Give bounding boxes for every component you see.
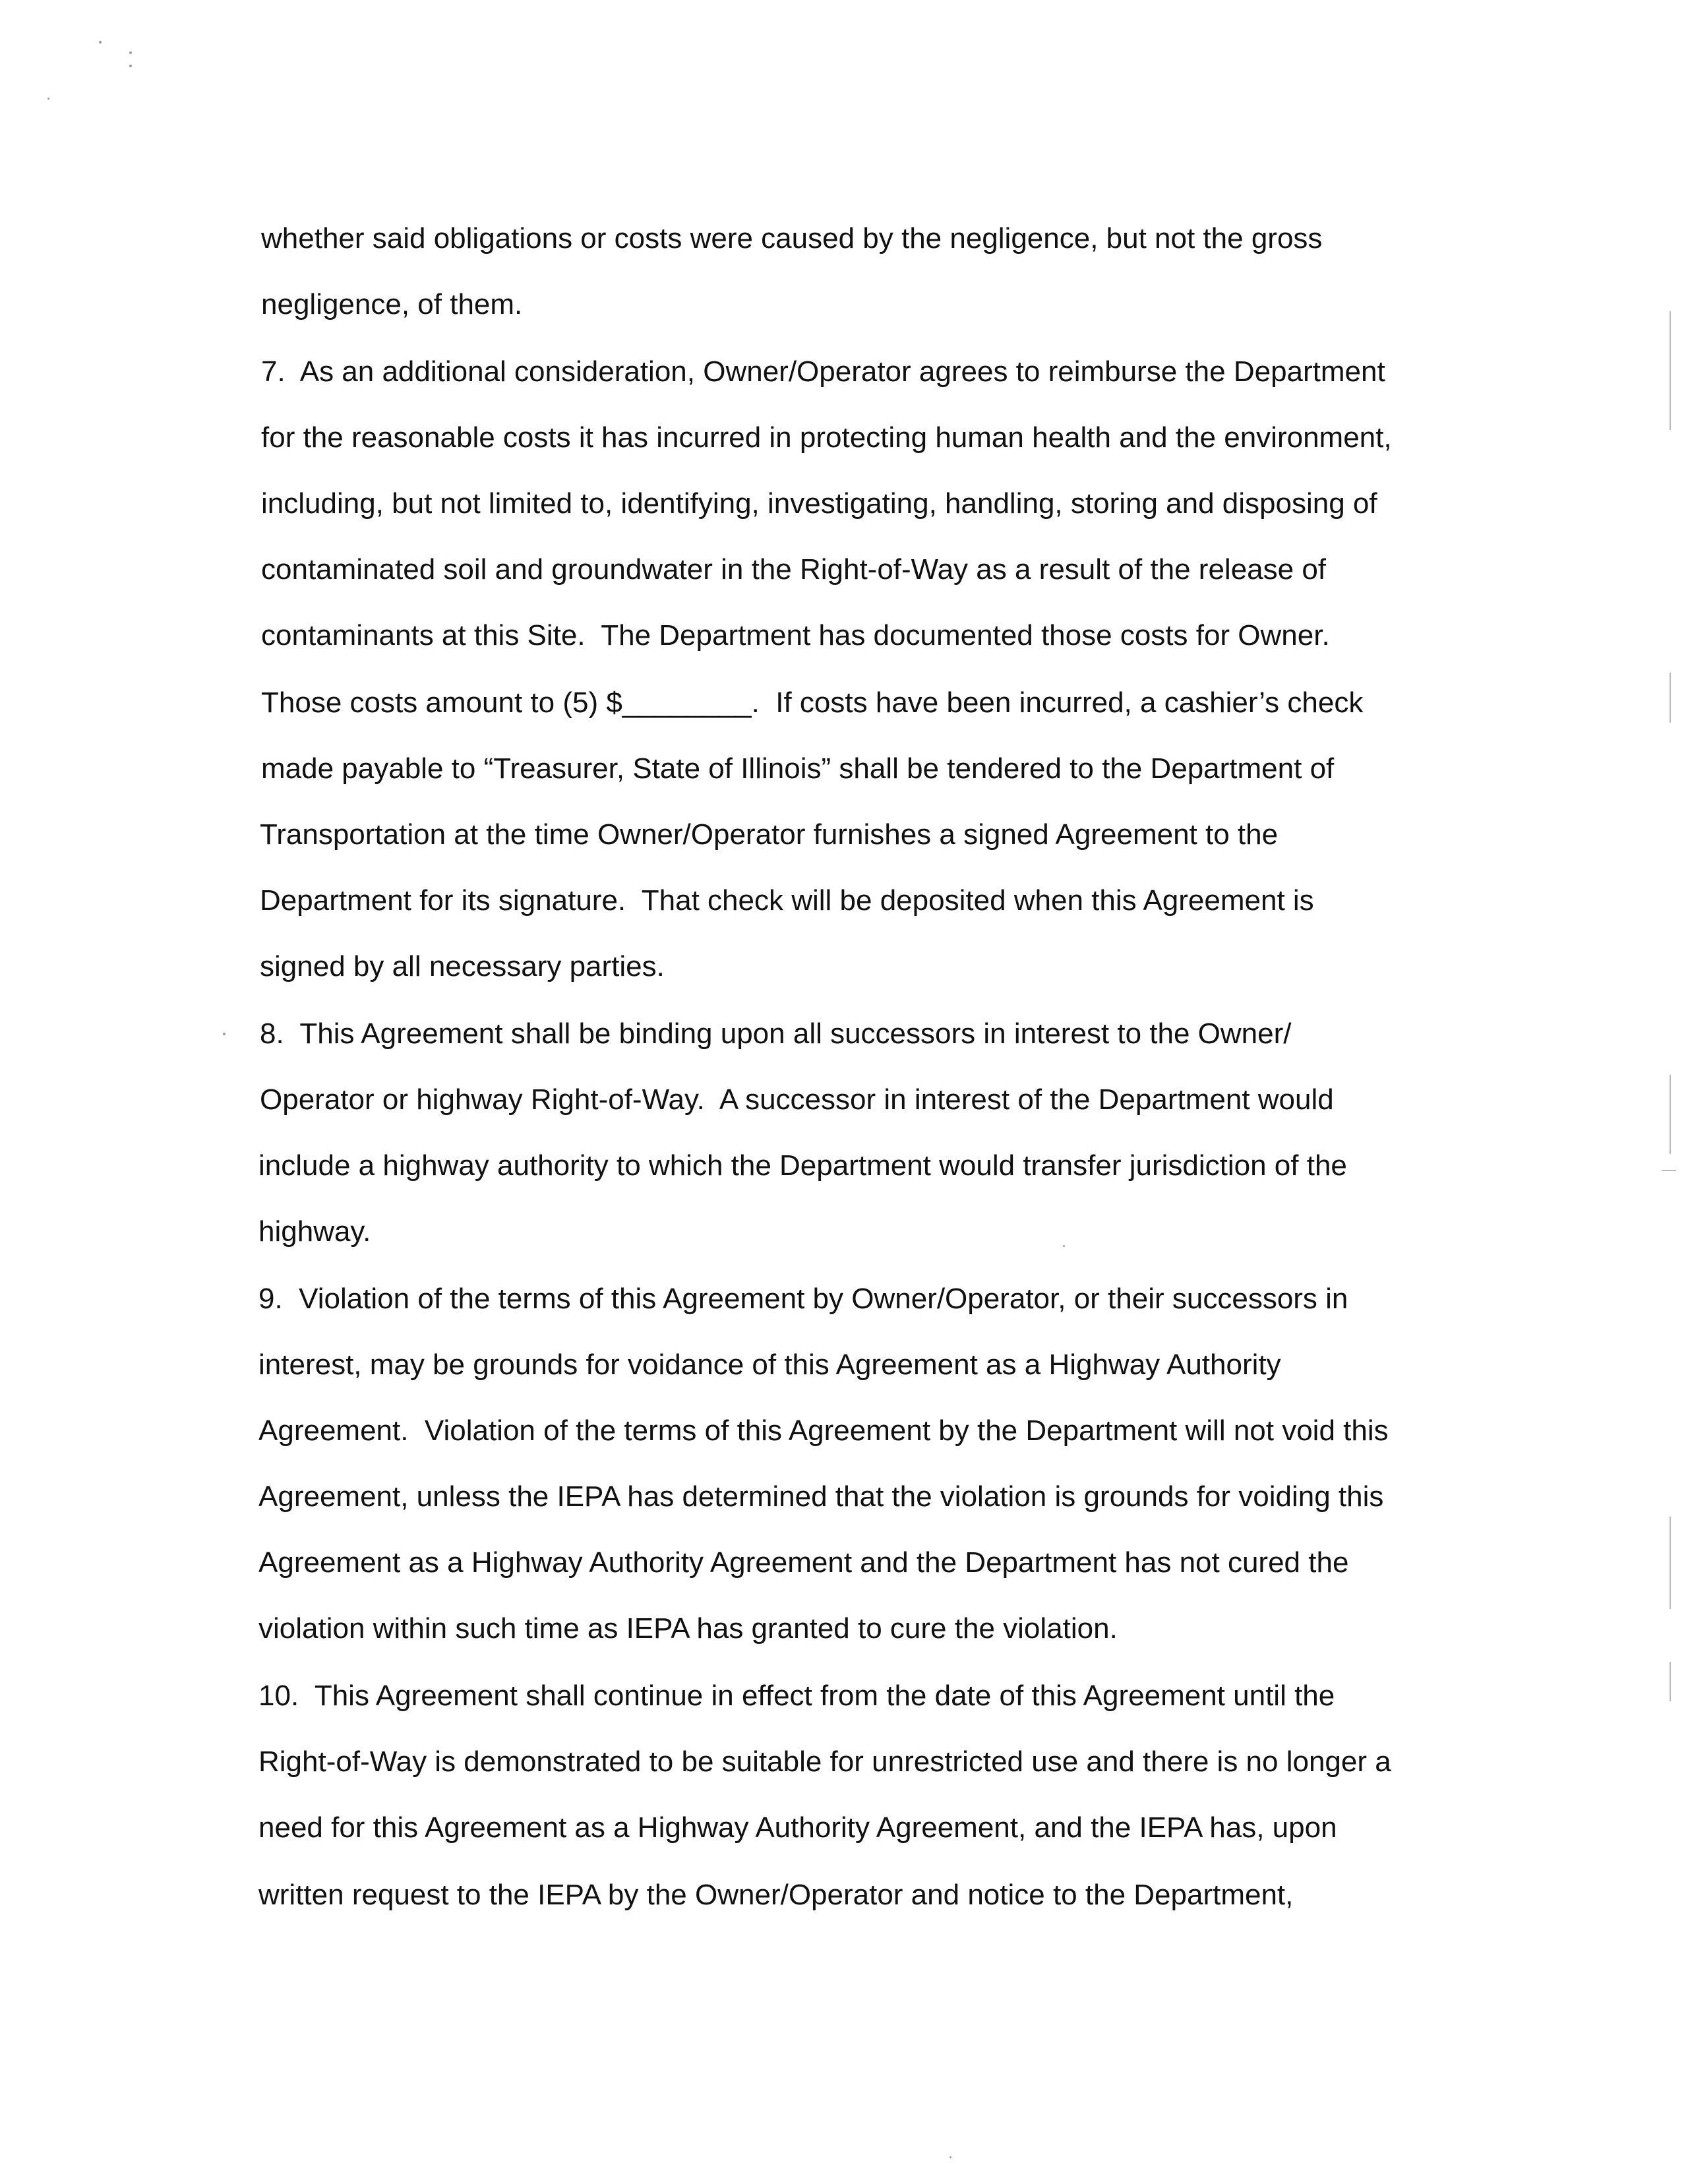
scan-edge-mark [1670,1517,1671,1609]
paragraph-7-line: 7. As an additional consideration, Owner/Operator agrees to reimburse the Department [261,355,1385,388]
text-line: written request to the IEPA by the Owner/Operator and notice to the Department, [258,1879,1294,1911]
scan-speck [223,1033,226,1035]
scan-speck [1063,1245,1065,1247]
paragraph-9-line: 9. Violation of the terms of this Agreement by Owner/Operator, or their successors in [258,1283,1348,1315]
text-line: need for this Agreement as a Highway Authority Agreement, and the IEPA has, upon [258,1811,1337,1844]
text-line: Department for its signature. That check will be deposited when this Agreement is [260,884,1314,917]
text-line: made payable to “Treasurer, State of Illinois” shall be tendered to the Department of [261,752,1335,785]
scan-speck [99,41,102,44]
text-line: Agreement, unless the IEPA has determined that the violation is grounds for voiding this [258,1480,1384,1513]
text-line: negligence, of them. [261,288,523,320]
text-line: contaminated soil and groundwater in the Right-of-Way as a result of the release of [261,553,1327,586]
scan-speck [47,98,49,100]
text-line: Agreement as a Highway Authority Agreement and the Department has not cured the [258,1546,1349,1579]
scan-speck [129,65,132,67]
scan-speck [950,2156,951,2158]
scan-edge-mark [1670,1075,1671,1154]
text-line: include a highway authority to which the Department would transfer jurisdiction of the [258,1149,1347,1182]
text-line: Transportation at the time Owner/Operator furnishes a signed Agreement to the [260,818,1279,851]
scan-edge-mark [1670,673,1671,723]
paragraph-10-line: 10. This Agreement shall continue in effect from the date of this Agreement until the [258,1680,1335,1712]
text-line: for the reasonable costs it has incurred in protecting human health and the environment, [261,421,1392,454]
text-line: interest, may be grounds for voidance of this Agreement as a Highway Authority [258,1349,1281,1381]
scan-speck [129,51,132,54]
text-line: signed by all necessary parties. [260,950,665,983]
scan-edge-mark [1662,1170,1676,1171]
text-line: whether said obligations or costs were caused by the negligence, but not the gross [261,222,1323,255]
scan-edge-mark [1670,1662,1671,1701]
text-line: Agreement. Violation of the terms of this Agreement by the Department will not void this [258,1414,1389,1447]
text-line: Right-of-Way is demonstrated to be suitable for unrestricted use and there is no longer a [258,1745,1391,1778]
paragraph-8-line: 8. This Agreement shall be binding upon all successors in interest to the Owner/ [260,1017,1292,1050]
text-line: highway. [258,1215,371,1248]
text-line: including, but not limited to, identifying, investigating, handling, storing and disposing of [261,487,1377,520]
text-line: contaminants at this Site. The Department has documented those costs for Owner. [261,619,1330,652]
costs-amount-line: Those costs amount to (5) $________. If costs have been incurred, a cashier’s check [261,686,1364,719]
text-line: Operator or highway Right-of-Way. A successor in interest of the Department would [260,1083,1334,1116]
text-line: violation within such time as IEPA has granted to cure the violation. [258,1612,1118,1645]
scan-edge-mark [1670,311,1671,430]
